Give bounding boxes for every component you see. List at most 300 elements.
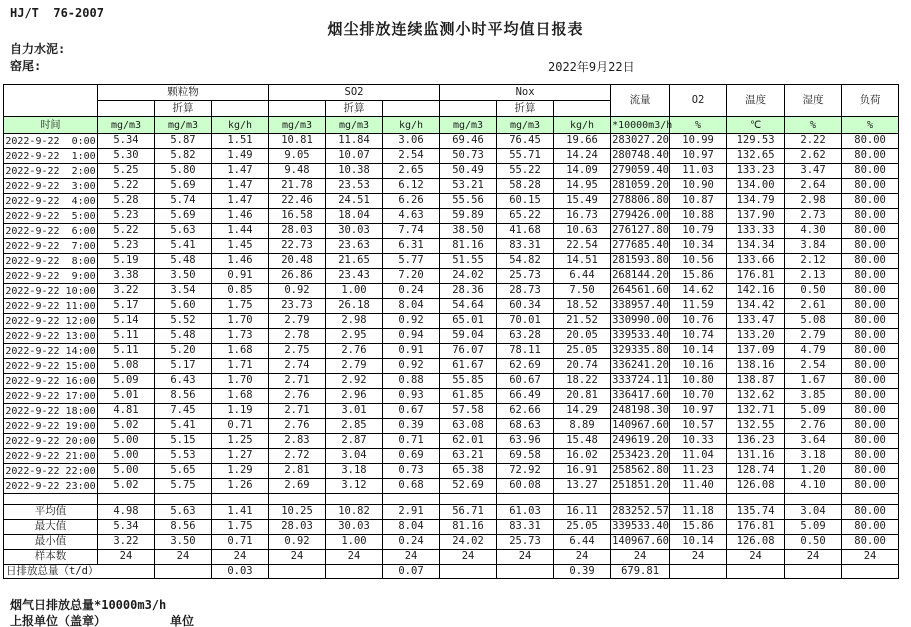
value-cell: 5.41 xyxy=(155,239,212,254)
value-cell: 5.69 xyxy=(155,179,212,194)
table-row xyxy=(4,179,899,194)
value-cell: 60.67 xyxy=(497,374,554,389)
summary-row xyxy=(4,535,899,550)
value-cell: 2.79 xyxy=(326,359,383,374)
spacer-cell xyxy=(440,494,497,505)
header-row-units xyxy=(4,117,899,134)
value-cell: 10.90 xyxy=(670,179,727,194)
value-cell: 2.92 xyxy=(326,374,383,389)
value-cell: 2.22 xyxy=(785,134,842,149)
daily-total-label: 日排放总量（t/d） xyxy=(4,565,155,579)
table-row xyxy=(4,284,899,299)
value-cell: 62.66 xyxy=(497,404,554,419)
value-cell: 1.75 xyxy=(212,299,269,314)
value-cell: 3.50 xyxy=(155,269,212,284)
value-cell: 1.70 xyxy=(212,314,269,329)
value-cell: 2.81 xyxy=(269,464,326,479)
time-cell: 2022-9-22 10:00 xyxy=(5,285,96,297)
value-cell: 60.08 xyxy=(497,479,554,494)
value-cell: 126.08 xyxy=(727,479,785,494)
summary-label: 样本数 xyxy=(4,550,98,565)
unit-header-13: % xyxy=(842,117,899,134)
value-cell: 339533.40 xyxy=(611,329,670,344)
value-cell: 134.79 xyxy=(727,194,785,209)
value-cell: 5.52 xyxy=(155,314,212,329)
value-cell: 133.66 xyxy=(727,254,785,269)
value-cell: 0.92 xyxy=(269,284,326,299)
value-cell: 18.04 xyxy=(326,209,383,224)
summary-value-cell: 0.24 xyxy=(383,535,440,550)
table-row xyxy=(4,209,899,224)
value-cell: 283027.20 xyxy=(611,134,670,149)
value-cell: 136.23 xyxy=(727,434,785,449)
value-cell: 1.26 xyxy=(212,479,269,494)
value-cell: 3.47 xyxy=(785,164,842,179)
unit-header-5: kg/h xyxy=(383,117,440,134)
summary-value-cell: 3.22 xyxy=(98,535,155,550)
value-cell: 0.92 xyxy=(383,359,440,374)
summary-label: 平均值 xyxy=(4,505,98,520)
value-cell: 10.74 xyxy=(670,329,727,344)
value-cell: 80.00 xyxy=(842,359,899,374)
value-cell: 2.95 xyxy=(326,329,383,344)
value-cell: 10.76 xyxy=(670,314,727,329)
value-cell: 0.73 xyxy=(383,464,440,479)
value-cell: 51.55 xyxy=(440,254,497,269)
table-row xyxy=(4,359,899,374)
value-cell: 16.58 xyxy=(269,209,326,224)
summary-value-cell: 24 xyxy=(497,550,554,565)
summary-value-cell: 80.00 xyxy=(842,535,899,550)
daily-total-cell: 679.81 xyxy=(611,565,670,579)
time-cell: 2022-9-22 13:00 xyxy=(5,330,96,342)
summary-value-cell: 10.25 xyxy=(269,505,326,520)
value-cell: 60.15 xyxy=(497,194,554,209)
value-cell: 0.71 xyxy=(212,419,269,434)
table-row xyxy=(4,134,899,149)
value-cell: 80.00 xyxy=(842,209,899,224)
value-cell: 176.81 xyxy=(727,269,785,284)
value-cell: 16.02 xyxy=(554,449,611,464)
value-cell: 55.71 xyxy=(497,149,554,164)
value-cell: 5.17 xyxy=(155,359,212,374)
value-cell: 80.00 xyxy=(842,254,899,269)
converted-subheader-2: 折算 xyxy=(497,101,554,117)
value-cell: 2.69 xyxy=(269,479,326,494)
value-cell: 57.58 xyxy=(440,404,497,419)
summary-value-cell: 1.41 xyxy=(212,505,269,520)
value-cell: 1.68 xyxy=(212,344,269,359)
table-row xyxy=(4,254,899,269)
value-cell: 61.85 xyxy=(440,389,497,404)
value-cell: 336417.60 xyxy=(611,389,670,404)
unit-header-11: ℃ xyxy=(727,117,785,134)
summary-value-cell: 30.03 xyxy=(326,520,383,535)
value-cell: 5.01 xyxy=(98,389,155,404)
summary-value-cell: 8.04 xyxy=(383,520,440,535)
summary-value-cell: 339533.40 xyxy=(611,520,670,535)
value-cell: 30.03 xyxy=(326,224,383,239)
time-cell: 2022-9-22 7:00 xyxy=(5,240,96,252)
value-cell: 134.34 xyxy=(727,239,785,254)
summary-row xyxy=(4,505,899,520)
value-cell: 5.65 xyxy=(155,464,212,479)
value-cell: 5.08 xyxy=(98,359,155,374)
value-cell: 63.21 xyxy=(440,449,497,464)
value-cell: 69.58 xyxy=(497,449,554,464)
value-cell: 5.80 xyxy=(155,164,212,179)
summary-value-cell: 24 xyxy=(785,550,842,565)
value-cell: 133.23 xyxy=(727,164,785,179)
value-cell: 0.85 xyxy=(212,284,269,299)
value-cell: 80.00 xyxy=(842,419,899,434)
summary-value-cell: 80.00 xyxy=(842,520,899,535)
daily-total-cell xyxy=(269,565,326,579)
table-row xyxy=(4,329,899,344)
value-cell: 21.65 xyxy=(326,254,383,269)
summary-value-cell: 4.98 xyxy=(98,505,155,520)
time-header: 时间 xyxy=(4,117,98,134)
unit-header-8: kg/h xyxy=(554,117,611,134)
flow-header: 流量 xyxy=(611,85,670,117)
value-cell: 2.71 xyxy=(269,404,326,419)
value-cell: 83.31 xyxy=(497,239,554,254)
load-header: 负荷 xyxy=(842,85,899,117)
value-cell: 5.09 xyxy=(98,374,155,389)
value-cell: 7.50 xyxy=(554,284,611,299)
spacer-cell xyxy=(326,494,383,505)
summary-value-cell: 8.56 xyxy=(155,520,212,535)
table-row xyxy=(4,389,899,404)
value-cell: 10.14 xyxy=(670,344,727,359)
value-cell: 2.98 xyxy=(326,314,383,329)
value-cell: 4.30 xyxy=(785,224,842,239)
summary-value-cell: 1.75 xyxy=(212,520,269,535)
value-cell: 50.49 xyxy=(440,164,497,179)
company-label: 自力水泥: xyxy=(10,42,66,56)
summary-value-cell: 10.14 xyxy=(670,535,727,550)
summary-value-cell: 81.16 xyxy=(440,520,497,535)
value-cell: 5.08 xyxy=(785,314,842,329)
value-cell: 70.01 xyxy=(497,314,554,329)
value-cell: 268144.20 xyxy=(611,269,670,284)
header-row-groups xyxy=(4,85,899,101)
value-cell: 1.27 xyxy=(212,449,269,464)
summary-value-cell: 0.92 xyxy=(269,535,326,550)
value-cell: 80.00 xyxy=(842,194,899,209)
value-cell: 10.34 xyxy=(670,239,727,254)
value-cell: 8.56 xyxy=(155,389,212,404)
value-cell: 0.68 xyxy=(383,479,440,494)
value-cell: 5.75 xyxy=(155,479,212,494)
value-cell: 26.18 xyxy=(326,299,383,314)
value-cell: 1.70 xyxy=(212,374,269,389)
value-cell: 0.71 xyxy=(383,434,440,449)
unit-header-9: *10000m3/h xyxy=(611,117,670,134)
value-cell: 10.97 xyxy=(670,404,727,419)
unit-header-10: % xyxy=(670,117,727,134)
unit-header-4: mg/m3 xyxy=(326,117,383,134)
table-row xyxy=(4,449,899,464)
value-cell: 248198.30 xyxy=(611,404,670,419)
value-cell: 5.23 xyxy=(98,239,155,254)
value-cell: 76.07 xyxy=(440,344,497,359)
time-cell: 2022-9-22 6:00 xyxy=(5,225,96,237)
table-row xyxy=(4,374,899,389)
table-row xyxy=(4,434,899,449)
value-cell: 5.25 xyxy=(98,164,155,179)
summary-value-cell: 126.08 xyxy=(727,535,785,550)
location-label: 窑尾: xyxy=(10,59,42,73)
table-row xyxy=(4,404,899,419)
value-cell: 276127.80 xyxy=(611,224,670,239)
value-cell: 128.74 xyxy=(727,464,785,479)
value-cell: 11.84 xyxy=(326,134,383,149)
value-cell: 2.64 xyxy=(785,179,842,194)
daily-total-cell xyxy=(155,565,212,579)
rate-subheader-2 xyxy=(554,101,611,117)
value-cell: 60.34 xyxy=(497,299,554,314)
time-cell: 2022-9-22 5:00 xyxy=(5,210,96,222)
value-cell: 277685.40 xyxy=(611,239,670,254)
value-cell: 0.24 xyxy=(383,284,440,299)
summary-value-cell: 24 xyxy=(554,550,611,565)
value-cell: 63.08 xyxy=(440,419,497,434)
value-cell: 1.20 xyxy=(785,464,842,479)
spacer-cell xyxy=(554,494,611,505)
value-cell: 279059.40 xyxy=(611,164,670,179)
value-cell: 5.00 xyxy=(98,434,155,449)
summary-value-cell: 24 xyxy=(98,550,155,565)
value-cell: 10.38 xyxy=(326,164,383,179)
value-cell: 5.20 xyxy=(155,344,212,359)
value-cell: 2.65 xyxy=(383,164,440,179)
summary-value-cell: 3.50 xyxy=(155,535,212,550)
value-cell: 10.99 xyxy=(670,134,727,149)
raw-subheader-1 xyxy=(269,101,326,117)
value-cell: 5.14 xyxy=(98,314,155,329)
unit-header-0: mg/m3 xyxy=(98,117,155,134)
value-cell: 132.65 xyxy=(727,149,785,164)
value-cell: 0.91 xyxy=(383,344,440,359)
value-cell: 132.71 xyxy=(727,404,785,419)
daily-total-cell xyxy=(727,565,785,579)
value-cell: 80.00 xyxy=(842,224,899,239)
value-cell: 68.63 xyxy=(497,419,554,434)
value-cell: 7.74 xyxy=(383,224,440,239)
value-cell: 10.88 xyxy=(670,209,727,224)
time-cell: 2022-9-22 0:00 xyxy=(5,135,96,147)
converted-subheader-0: 折算 xyxy=(155,101,212,117)
value-cell: 142.16 xyxy=(727,284,785,299)
unit-header-7: mg/m3 xyxy=(497,117,554,134)
value-cell: 25.05 xyxy=(554,344,611,359)
value-cell: 59.04 xyxy=(440,329,497,344)
summary-value-cell: 15.86 xyxy=(670,520,727,535)
value-cell: 53.21 xyxy=(440,179,497,194)
value-cell: 2.54 xyxy=(785,359,842,374)
value-cell: 13.27 xyxy=(554,479,611,494)
value-cell: 0.91 xyxy=(212,269,269,284)
summary-value-cell: 25.05 xyxy=(554,520,611,535)
value-cell: 11.04 xyxy=(670,449,727,464)
summary-value-cell: 24 xyxy=(727,550,785,565)
value-cell: 52.69 xyxy=(440,479,497,494)
value-cell: 24.51 xyxy=(326,194,383,209)
value-cell: 54.82 xyxy=(497,254,554,269)
unit-header-12: % xyxy=(785,117,842,134)
value-cell: 11.59 xyxy=(670,299,727,314)
value-cell: 338957.40 xyxy=(611,299,670,314)
value-cell: 1.51 xyxy=(212,134,269,149)
spacer-cell xyxy=(155,494,212,505)
value-cell: 1.49 xyxy=(212,149,269,164)
value-cell: 10.16 xyxy=(670,359,727,374)
value-cell: 54.64 xyxy=(440,299,497,314)
value-cell: 59.89 xyxy=(440,209,497,224)
converted-subheader-1: 折算 xyxy=(326,101,383,117)
value-cell: 5.09 xyxy=(785,404,842,419)
value-cell: 28.73 xyxy=(497,284,554,299)
spacer-cell xyxy=(383,494,440,505)
value-cell: 23.43 xyxy=(326,269,383,284)
value-cell: 6.31 xyxy=(383,239,440,254)
table-row xyxy=(4,464,899,479)
value-cell: 133.47 xyxy=(727,314,785,329)
pollutant-group-header-2: Nox xyxy=(440,85,611,101)
value-cell: 10.07 xyxy=(326,149,383,164)
value-cell: 2.83 xyxy=(269,434,326,449)
summary-value-cell: 140967.60 xyxy=(611,535,670,550)
value-cell: 2.79 xyxy=(785,329,842,344)
report-date: 2022年9月22日 xyxy=(548,60,635,74)
time-cell: 2022-9-22 14:00 xyxy=(5,345,96,357)
value-cell: 62.69 xyxy=(497,359,554,374)
spacer-cell xyxy=(842,494,899,505)
value-cell: 80.00 xyxy=(842,479,899,494)
daily-total-cell xyxy=(842,565,899,579)
value-cell: 2.72 xyxy=(269,449,326,464)
value-cell: 9.48 xyxy=(269,164,326,179)
value-cell: 18.52 xyxy=(554,299,611,314)
value-cell: 10.87 xyxy=(670,194,727,209)
value-cell: 23.63 xyxy=(326,239,383,254)
value-cell: 3.18 xyxy=(326,464,383,479)
spacer-cell xyxy=(497,494,554,505)
value-cell: 9.05 xyxy=(269,149,326,164)
value-cell: 134.42 xyxy=(727,299,785,314)
value-cell: 14.24 xyxy=(554,149,611,164)
value-cell: 80.00 xyxy=(842,314,899,329)
value-cell: 137.90 xyxy=(727,209,785,224)
time-cell: 2022-9-22 18:00 xyxy=(5,405,96,417)
time-cell: 2022-9-22 16:00 xyxy=(5,375,96,387)
value-cell: 5.63 xyxy=(155,224,212,239)
reporting-unit-label: 上报单位（盖章） xyxy=(10,614,107,627)
value-cell: 25.73 xyxy=(497,269,554,284)
value-cell: 20.48 xyxy=(269,254,326,269)
spacer-cell xyxy=(727,494,785,505)
value-cell: 3.22 xyxy=(98,284,155,299)
value-cell: 253423.20 xyxy=(611,449,670,464)
value-cell: 22.46 xyxy=(269,194,326,209)
summary-value-cell: 24 xyxy=(326,550,383,565)
value-cell: 2.76 xyxy=(785,419,842,434)
value-cell: 16.73 xyxy=(554,209,611,224)
value-cell: 5.30 xyxy=(98,149,155,164)
value-cell: 15.49 xyxy=(554,194,611,209)
value-cell: 2.98 xyxy=(785,194,842,209)
value-cell: 333724.11 xyxy=(611,374,670,389)
value-cell: 3.12 xyxy=(326,479,383,494)
value-cell: 3.85 xyxy=(785,389,842,404)
time-cell: 2022-9-22 8:00 xyxy=(5,255,96,267)
spacer-row xyxy=(4,494,899,505)
value-cell: 132.62 xyxy=(727,389,785,404)
value-cell: 41.68 xyxy=(497,224,554,239)
value-cell: 0.94 xyxy=(383,329,440,344)
value-cell: 280748.40 xyxy=(611,149,670,164)
value-cell: 58.28 xyxy=(497,179,554,194)
time-cell: 2022-9-22 17:00 xyxy=(5,390,96,402)
value-cell: 65.38 xyxy=(440,464,497,479)
spacer-cell xyxy=(611,494,670,505)
monitoring-table xyxy=(3,84,899,579)
value-cell: 264561.60 xyxy=(611,284,670,299)
value-cell: 55.22 xyxy=(497,164,554,179)
value-cell: 20.74 xyxy=(554,359,611,374)
value-cell: 80.00 xyxy=(842,404,899,419)
value-cell: 6.44 xyxy=(554,269,611,284)
value-cell: 3.84 xyxy=(785,239,842,254)
humidity-header: 湿度 xyxy=(785,85,842,117)
daily-total-cell xyxy=(497,565,554,579)
summary-value-cell: 1.00 xyxy=(326,535,383,550)
value-cell: 16.91 xyxy=(554,464,611,479)
value-cell: 10.70 xyxy=(670,389,727,404)
value-cell: 258562.80 xyxy=(611,464,670,479)
summary-value-cell: 10.82 xyxy=(326,505,383,520)
value-cell: 6.12 xyxy=(383,179,440,194)
table-row xyxy=(4,479,899,494)
value-cell: 80.00 xyxy=(842,179,899,194)
value-cell: 63.28 xyxy=(497,329,554,344)
value-cell: 5.87 xyxy=(155,134,212,149)
standard-code: HJ/T 76-2007 xyxy=(10,6,104,20)
value-cell: 78.11 xyxy=(497,344,554,359)
value-cell: 5.22 xyxy=(98,224,155,239)
value-cell: 14.29 xyxy=(554,404,611,419)
value-cell: 10.57 xyxy=(670,419,727,434)
table-row xyxy=(4,224,899,239)
value-cell: 62.01 xyxy=(440,434,497,449)
value-cell: 5.15 xyxy=(155,434,212,449)
value-cell: 1.68 xyxy=(212,389,269,404)
value-cell: 5.74 xyxy=(155,194,212,209)
time-cell: 2022-9-22 3:00 xyxy=(5,180,96,192)
value-cell: 0.67 xyxy=(383,404,440,419)
daily-total-cell xyxy=(440,565,497,579)
value-cell: 2.62 xyxy=(785,149,842,164)
value-cell: 5.48 xyxy=(155,254,212,269)
value-cell: 18.22 xyxy=(554,374,611,389)
summary-value-cell: 6.44 xyxy=(554,535,611,550)
value-cell: 65.22 xyxy=(497,209,554,224)
summary-value-cell: 5.63 xyxy=(155,505,212,520)
pollutant-group-header-0: 颗粒物 xyxy=(98,85,269,101)
value-cell: 5.82 xyxy=(155,149,212,164)
value-cell: 10.97 xyxy=(670,149,727,164)
